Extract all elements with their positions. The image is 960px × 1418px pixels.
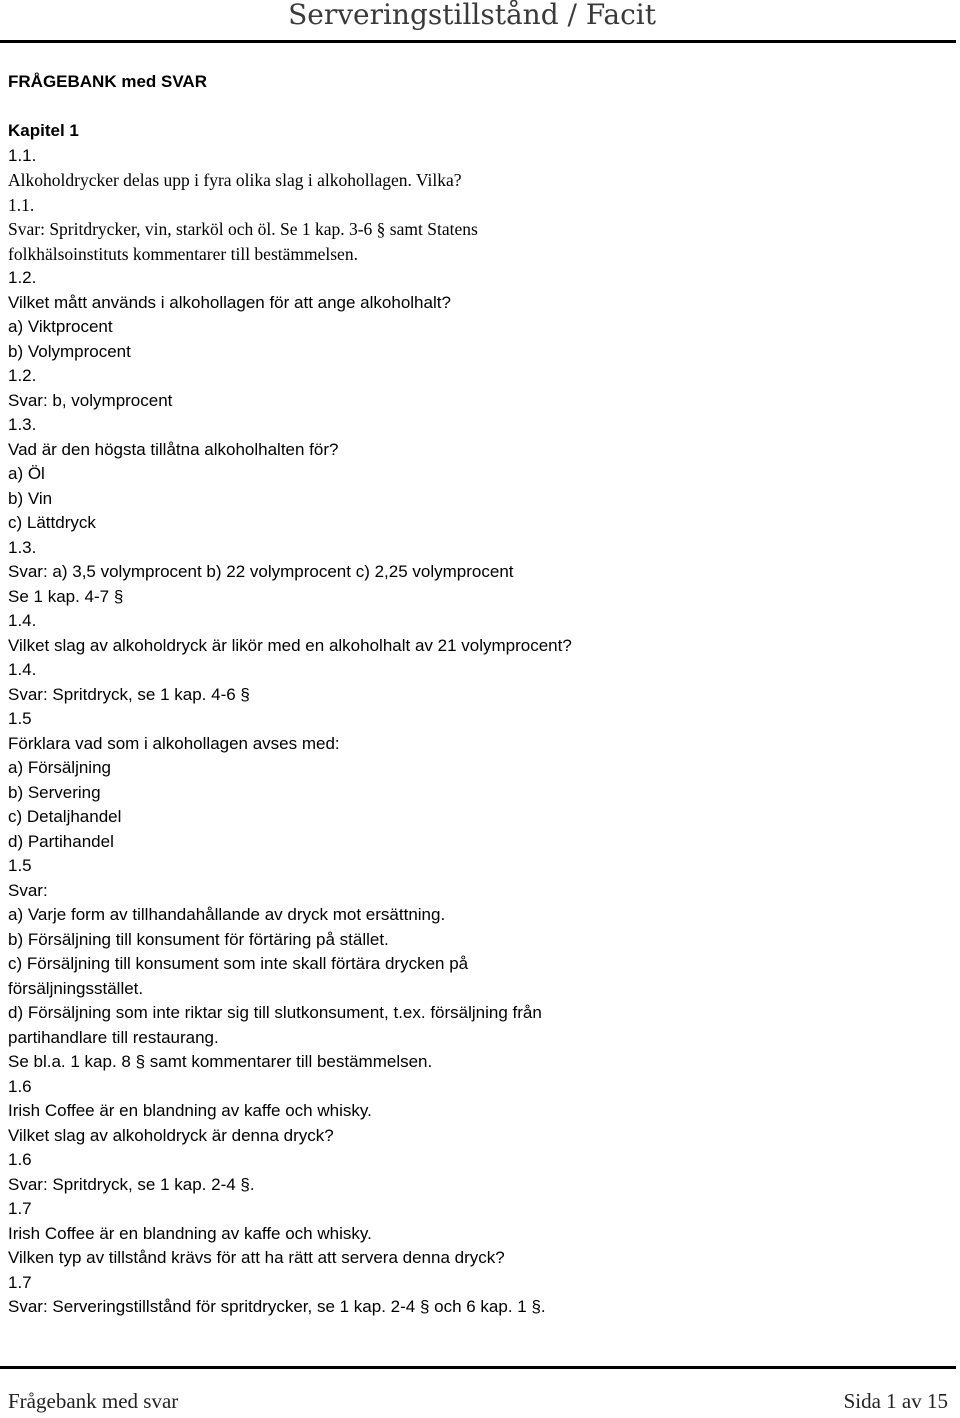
- text-line: 1.5: [8, 709, 32, 728]
- text-line: a) Varje form av tillhandahållande av dryck mot ersättning.: [8, 905, 446, 924]
- text-line: Vad är den högsta tillåtna alkoholhalten för?: [8, 439, 339, 459]
- text-line: Vilket slag av alkoholdryck är likör med en alkoholhalt av 21 volymprocent?: [8, 635, 572, 655]
- text-line: Se 1 kap. 4-7 §: [8, 586, 124, 606]
- text-line: Se bl.a. 1 kap. 8 § samt kommentarer till bestämmelsen.: [8, 1052, 433, 1071]
- text-line: b) Volymprocent: [8, 341, 131, 361]
- text-line: Vilket slag av alkoholdryck är denna dryck?: [8, 1125, 334, 1145]
- text-line: d) Partihandel: [8, 831, 114, 851]
- text-line: folkhälsoinstituts kommentarer till bestämmelsen.: [8, 243, 358, 264]
- text-line: 1.4.: [8, 611, 37, 630]
- text-line: 1.7: [8, 1272, 32, 1292]
- text-line: c) Försäljning till konsument som inte skall förtära drycken på: [8, 954, 469, 973]
- text-line: c) Lättdryck: [8, 513, 96, 532]
- chapter-heading: Kapitel 1: [8, 121, 79, 140]
- text-line: Vilket mått används i alkohollagen för att ange alkoholhalt?: [8, 292, 451, 312]
- text-line: a) Viktprocent: [8, 317, 113, 336]
- text-line: Förklara vad som i alkohollagen avses med:: [8, 733, 340, 753]
- text-line: 1.1.: [8, 194, 35, 215]
- text-line: 1.6: [8, 1076, 32, 1096]
- page-header: [0, 0, 956, 43]
- text-line: b) Vin: [8, 488, 53, 508]
- text-line: a) Försäljning: [8, 758, 111, 777]
- document-heading: FRÅGEBANK med SVAR: [8, 72, 207, 91]
- text-line: b) Försäljning till konsument för förtäring på stället.: [8, 929, 389, 949]
- text-line: Svar: Serveringstillstånd för spritdrycker, se 1 kap. 2-4 § och 6 kap. 1 §.: [8, 1297, 546, 1316]
- document-body: [8, 70, 948, 1320]
- text-line: Svar: Spritdryck, se 1 kap. 4-6 §: [8, 684, 250, 704]
- text-line: Alkoholdrycker delas upp i fyra olika slag i alkohollagen. Vilka?: [8, 170, 462, 190]
- text-line: 1.2.: [8, 268, 37, 287]
- text-line: b) Servering: [8, 782, 101, 802]
- text-line: 1.5: [8, 856, 32, 875]
- spacer: [8, 95, 948, 120]
- text-line: försäljningsstället.: [8, 978, 144, 998]
- text-line: 1.4.: [8, 660, 37, 679]
- text-line: a) Öl: [8, 464, 45, 483]
- text-line: Svar: Spritdrycker, vin, starköl och öl. Se 1 kap. 3-6 § samt Statens: [8, 219, 478, 239]
- text-line: 1.3.: [8, 415, 37, 434]
- text-line: 1.6: [8, 1150, 32, 1169]
- text-line: c) Detaljhandel: [8, 807, 122, 826]
- text-line: Svar: a) 3,5 volymprocent b) 22 volymprocent c) 2,25 volymprocent: [8, 562, 514, 581]
- text-line: 1.7: [8, 1199, 32, 1218]
- text-line: Svar: Spritdryck, se 1 kap. 2-4 §.: [8, 1174, 255, 1194]
- text-line: Svar:: [8, 880, 48, 900]
- text-line: Irish Coffee är en blandning av kaffe och whisky.: [8, 1223, 372, 1243]
- text-line: Irish Coffee är en blandning av kaffe och whisky.: [8, 1101, 372, 1120]
- text-line: 1.2.: [8, 366, 37, 385]
- header-title: Serveringstillstånd / Facit: [288, 0, 656, 31]
- text-line: 1.3.: [8, 537, 37, 557]
- text-line: Svar: b, volymprocent: [8, 390, 173, 410]
- text-line: partihandlare till restaurang.: [8, 1027, 219, 1047]
- text-line: Vilken typ av tillstånd krävs för att ha rätt att servera denna dryck?: [8, 1248, 505, 1267]
- page-footer: [0, 1366, 956, 1418]
- footer-title: Frågebank med svar: [8, 1389, 179, 1413]
- text-line: d) Försäljning som inte riktar sig till slutkonsument, t.ex. försäljning från: [8, 1003, 542, 1022]
- page-number: Sida 1 av 15: [843, 1389, 948, 1413]
- text-line: 1.1.: [8, 145, 37, 165]
